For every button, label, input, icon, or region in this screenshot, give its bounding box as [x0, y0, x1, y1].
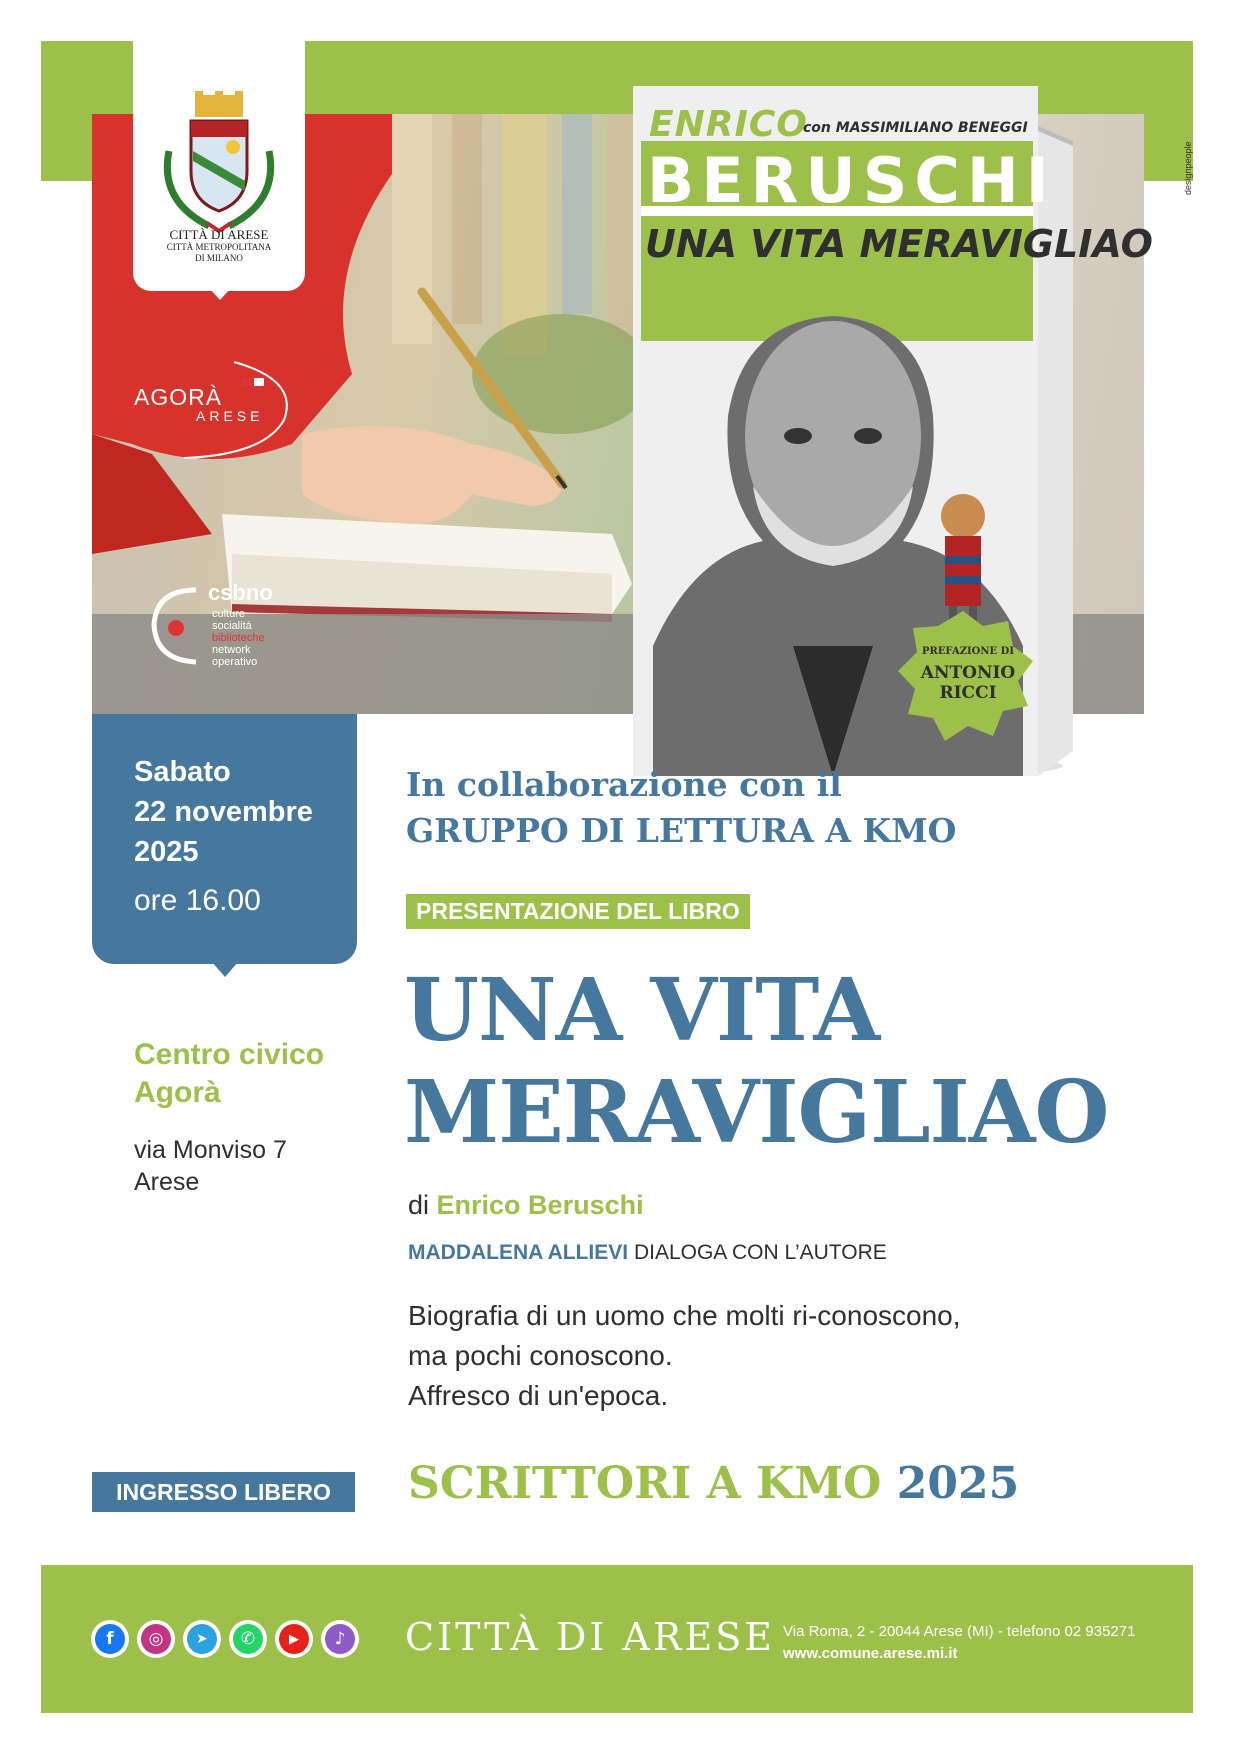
book-coauthor: con MASSIMILIANO BENEGGI: [803, 120, 1028, 136]
description-line: ma pochi conoscono.: [408, 1340, 673, 1371]
csbno-line: biblioteche: [212, 632, 265, 644]
book-main-title-line1: UNA VITA: [404, 960, 880, 1061]
podcast-icon[interactable]: ♪: [321, 1620, 359, 1658]
series-name: SCRITTORI A KMO: [408, 1458, 882, 1509]
venue-address-street: via Monviso 7: [134, 1136, 287, 1164]
event-time: ore 16.00: [134, 884, 261, 917]
event-year: 2025: [134, 836, 199, 868]
footer-website-link[interactable]: www.comune.arese.mi.it: [783, 1645, 958, 1662]
telegram-icon[interactable]: ➤: [183, 1620, 221, 1658]
moderator-name: MADDALENA ALLIEVI: [408, 1241, 629, 1264]
badge-name-first: ANTONIO: [920, 663, 1016, 683]
event-day: Sabato: [134, 756, 231, 788]
venue-name-line2: Agorà: [134, 1076, 221, 1109]
csbno-line: network: [212, 644, 251, 656]
footer-band: [41, 1565, 1193, 1713]
csbno-line: operativo: [212, 656, 258, 668]
csbno-line: culture: [212, 608, 246, 620]
venue-address-city: Arese: [134, 1168, 200, 1196]
crest-metro-label: CITTÀ METROPOLITANA: [166, 242, 272, 252]
city-crest-icon: [159, 91, 279, 241]
social-icons: [91, 1620, 359, 1658]
designer-credit: designpeople: [1183, 141, 1193, 195]
crest-milan-label: DI MILANO: [195, 253, 243, 263]
instagram-icon[interactable]: ◎: [137, 1620, 175, 1658]
book-author-first: ENRICO: [649, 104, 808, 145]
csbno-mark-icon: [146, 580, 206, 670]
crest-city-name: CITTÀ DI ARESE: [169, 227, 269, 242]
event-date-card: [92, 714, 357, 964]
youtube-icon[interactable]: ▶: [275, 1620, 313, 1658]
description-line: Affresco di un'epoca.: [408, 1380, 669, 1411]
agora-logo: [134, 360, 304, 460]
collab-line2: GRUPPO DI LETTURA A KMO: [406, 811, 957, 850]
description-line: Biografia di un uomo che molti ri-conoscono,: [408, 1300, 961, 1331]
presentation-tag: PRESENTAZIONE DEL LIBRO: [406, 894, 750, 929]
csbno-line: socialità: [212, 620, 252, 632]
event-date: 22 novembre: [134, 796, 313, 828]
free-entry-badge: INGRESSO LIBERO: [92, 1472, 355, 1512]
agora-logo-name: AGORÀ: [134, 384, 223, 410]
moderator-role: DIALOGA CON L’AUTORE: [633, 1241, 887, 1264]
facebook-icon[interactable]: f: [91, 1620, 129, 1658]
author-name: Enrico Beruschi: [436, 1190, 644, 1220]
crest-card-pointer: [209, 288, 231, 300]
author-prefix: di: [408, 1190, 430, 1220]
collab-line1: In collaborazione con il: [406, 765, 842, 804]
footer-address: Via Roma, 2 - 20044 Arese (MI) - telefono 02 935271: [783, 1623, 1136, 1640]
agora-logo-sub: ARESE: [196, 408, 264, 424]
series-year: 2025: [896, 1458, 1020, 1509]
book-title: UNA VITA MERAVIGLIAO: [645, 222, 1153, 266]
book-cover: [633, 86, 1153, 776]
badge-name-last: RICCI: [939, 683, 997, 703]
whatsapp-icon[interactable]: ✆: [229, 1620, 267, 1658]
venue-name-line1: Centro civico: [134, 1038, 325, 1071]
badge-preface-label: PREFAZIONE DI: [921, 646, 1014, 657]
book-author-last: BERUSCHI: [647, 144, 1056, 217]
city-crest-card: [133, 41, 305, 291]
footer-city-name: CITTÀ DI ARESE: [405, 1615, 776, 1659]
csbno-logo: [146, 580, 316, 680]
book-main-title-line2: MERAVIGLIAO: [404, 1062, 1109, 1163]
csbno-logo-name: csbno: [208, 580, 273, 605]
date-card-pointer: [212, 962, 238, 977]
